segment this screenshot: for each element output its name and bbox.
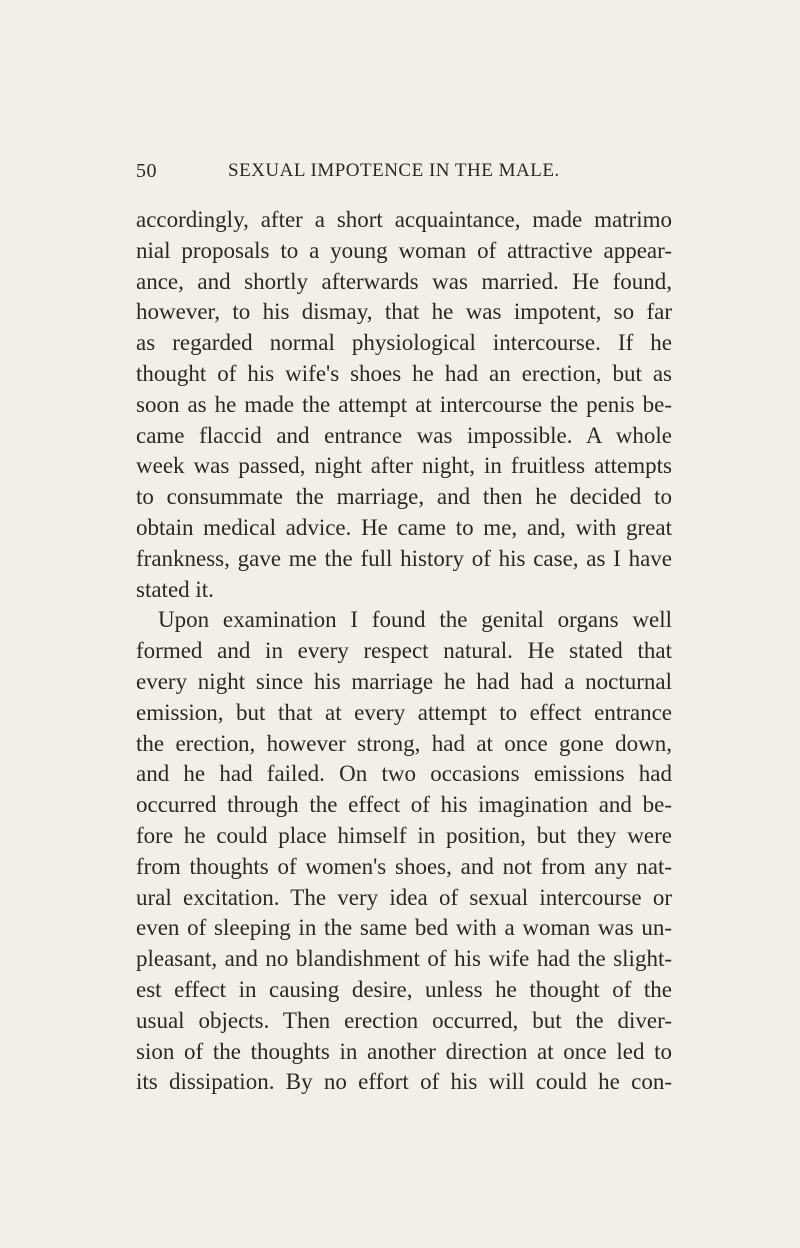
text-line: the erection, however strong, had at once gone down,	[136, 730, 672, 756]
page-number: 50	[136, 160, 157, 182]
text-line: emission, but that at every attempt to effect entrance	[136, 699, 672, 725]
text-line: occurred through the effect of his imagination and be-	[136, 792, 672, 818]
running-head	[136, 160, 672, 190]
running-title: SEXUAL IMPOTENCE IN THE MALE.	[228, 160, 560, 181]
text-line: even of sleeping in the same bed with a woman was un-	[136, 915, 672, 941]
text-line: Upon examination I found the genital organs well	[158, 607, 672, 633]
text-line: est effect in causing desire, unless he thought of the	[136, 976, 672, 1002]
text-line: thought of his wife's shoes he had an erection, but as	[136, 360, 672, 386]
text-line: from thoughts of women's shoes, and not from any nat-	[136, 853, 672, 879]
text-line: week was passed, night after night, in fruitless attempts	[136, 453, 672, 479]
text-line: obtain medical advice. He came to me, and, with great	[136, 514, 672, 540]
text-line: every night since his marriage he had had a nocturnal	[136, 668, 672, 694]
text-line: however, to his dismay, that he was impotent, so far	[136, 299, 672, 325]
text-line: nial proposals to a young woman of attractive appear-	[136, 237, 672, 263]
paragraph-1	[136, 205, 672, 605]
text-line: accordingly, after a short acquaintance, made matrimo	[136, 207, 672, 232]
text-line: soon as he made the attempt at intercourse the penis be-	[136, 391, 672, 417]
text-line: to consummate the marriage, and then he decided to	[136, 484, 672, 510]
text-line: and he had failed. On two occasions emissions had	[136, 761, 672, 787]
body-text	[136, 205, 672, 1098]
text-line: fore he could place himself in position, but they were	[136, 822, 672, 848]
text-line: came flaccid and entrance was impossible. A whole	[136, 422, 672, 448]
text-line: stated it.	[136, 576, 214, 602]
text-line: its dissipation. By no effort of his will could he con-	[136, 1069, 672, 1095]
text-line: ance, and shortly afterwards was married. He found,	[136, 268, 672, 294]
text-line: ural excitation. The very idea of sexual intercourse or	[136, 884, 672, 910]
text-line: usual objects. Then erection occurred, but the diver-	[136, 1007, 672, 1033]
text-line: sion of the thoughts in another direction at once led to	[136, 1038, 672, 1064]
text-line: formed and in every respect natural. He stated that	[136, 638, 672, 664]
text-line: as regarded normal physiological intercourse. If he	[136, 330, 672, 356]
text-line: pleasant, and no blandishment of his wife had the slight-	[136, 946, 672, 972]
text-line: frankness, gave me the full history of his case, as I have	[136, 545, 672, 571]
paragraph-2	[136, 605, 672, 1098]
